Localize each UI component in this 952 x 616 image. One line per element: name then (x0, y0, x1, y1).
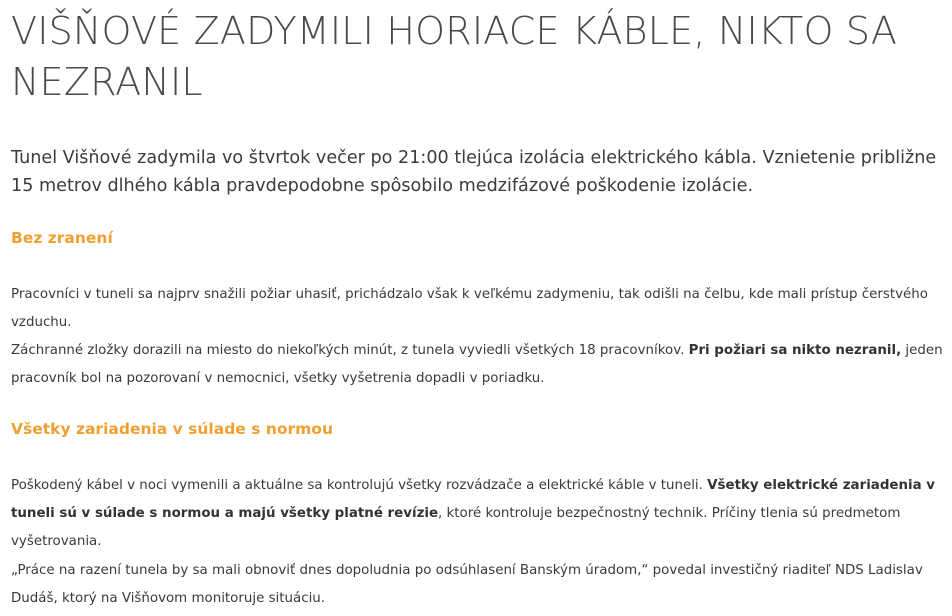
paragraph-rescue (11, 337, 951, 393)
paragraph-evacuation: Pracovníci v tuneli sa najprv snažili požiar uhasiť, prichádzalo však k veľkému zadymeniu, tak odišli na čelbu, kde mali prístup čerstvého vzduchu. (11, 287, 928, 330)
article-lead: Tunel Višňové zadymila vo štvrtok večer po 21:00 tlejúca izolácia elektrického kábla. Vznietenie približne 15 metrov dlhého kábla pravdepodobne spôsobilo medzifázové poškodenie izolácie. (11, 148, 937, 196)
section-heading-zariadenia: Všetky zariadenia v súlade s normou (11, 420, 333, 438)
paragraph-rescue-text: Záchranné zložky dorazili na miesto do niekoľkých minút, z tunela vyviedli všetkých 18 pracovníkov. (11, 343, 689, 358)
paragraph-rescue-bold: Pri požiari sa nikto nezranil, (688, 343, 902, 358)
section-heading-bez-zraneni: Bez zranení (11, 229, 113, 247)
paragraph-quote: „Práce na razení tunela by sa mali obnoviť dnes dopoludnia po odsúhlasení Banským úradom,“ povedal investičný riaditeľ NDS Ladislav Dudáš, ktorý na Višňovom monitoruje situáciu. (11, 563, 923, 606)
article-title: VIŠŇOVÉ ZADYMILI HORIACE KÁBLE, NIKTO SA NEZRANIL (11, 9, 898, 104)
paragraph-rescue-text-end: jeden pracovník bol na pozorovaní v nemocnici, všetky vyšetrenia dopadli v poriadku. (11, 343, 943, 386)
paragraph-cable-replacement (11, 472, 951, 556)
paragraph-cable-bold: Všetky elektrické zariadenia v tuneli sú v súlade s normou a majú všetky platné revízie (11, 478, 936, 521)
paragraph-cable-text: Poškodený kábel v noci vymenili a aktuálne sa kontrolujú všetky rozvádzače a elektrické káble v tuneli. (11, 478, 708, 493)
paragraph-cable-text-end: , ktoré kontroluje bezpečnostný technik. Príčiny tlenia sú predmetom vyšetrovania. (11, 506, 901, 549)
